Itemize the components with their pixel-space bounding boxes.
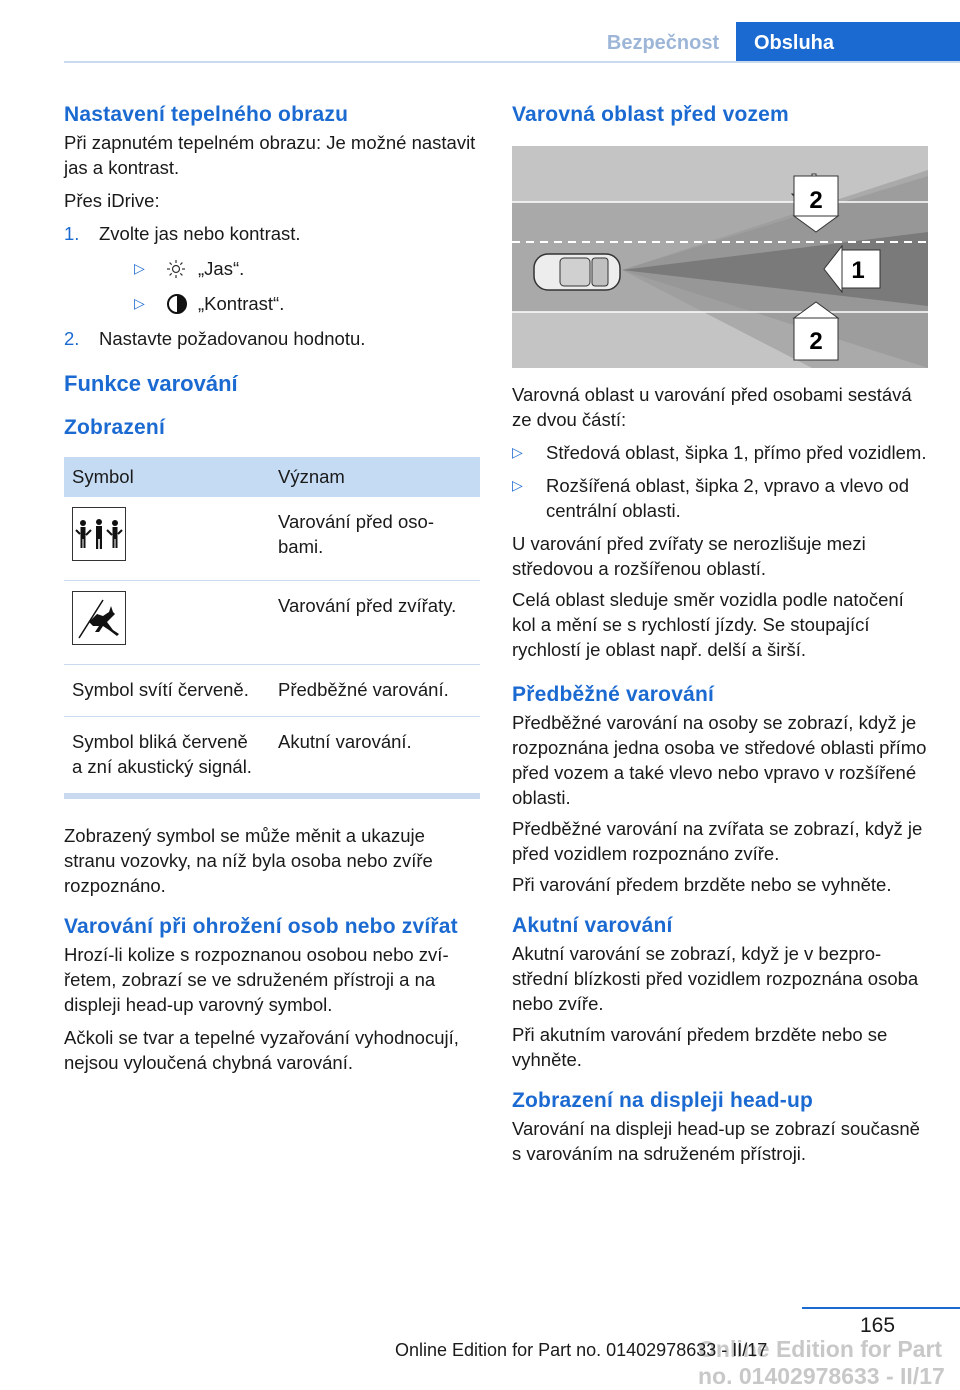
meaning-acute-warning: Akutní varování. (278, 731, 412, 752)
heading-thermal-settings: Nastavení tepelného obrazu (64, 103, 349, 126)
step-number: 2. (64, 328, 80, 349)
persons-warning-icon (72, 507, 126, 561)
animals-area-text: U varování před zvířaty se nerozlišuje mezi středovou a rozšířenou oblastí. (512, 533, 866, 579)
heading-acute-warning: Akutní varování (512, 914, 673, 937)
meaning-pre-warning: Předběžné varování. (270, 665, 480, 717)
steps-list (64, 221, 480, 351)
arrow-label-1: 1 (851, 257, 865, 284)
tab-obsluha[interactable]: Obsluha (736, 22, 960, 63)
triangle-bullet-icon: ▷ (134, 260, 145, 276)
substep-contrast (99, 291, 480, 316)
heading-pre-warning: Předběžné varování (512, 683, 715, 706)
thermal-intro: Při zapnutém tepelném obrazu: Je možné nastavit jas a kontrast. (64, 132, 476, 178)
heading-warning-danger: Varování při ohrožení osob nebo zvířat (64, 915, 458, 938)
footer-rule (802, 1307, 960, 1309)
bullet-central-area: Středová oblast, šipka 1, přímo před vozidlem. (546, 442, 927, 463)
substep-text: „Kontrast“. (198, 293, 285, 314)
pre-warning-animals: Předběžné varování na zvířata se zobrazí, když je před vozidlem rozpoznáno zvíře. (512, 818, 923, 864)
road-diagram-graphic (512, 146, 928, 368)
step-1 (64, 221, 480, 316)
arrow-label-2-top: 2 (809, 187, 823, 214)
meaning-persons: Varování před osobami. (270, 497, 480, 581)
symbol-table (64, 457, 480, 793)
area-bullets (512, 440, 928, 523)
heading-hud: Zobrazení na displeji head-up (512, 1089, 813, 1112)
triangle-bullet-icon: ▷ (512, 444, 523, 460)
contrast-icon (166, 293, 188, 315)
heading-warning-area: Varovná oblast před vozem (512, 103, 789, 126)
list-item (512, 473, 928, 523)
arrow-label-2-bottom: 2 (809, 328, 823, 355)
brightness-icon (166, 259, 186, 279)
table-header-meaning: Význam (270, 457, 480, 497)
warning-area-diagram (512, 146, 928, 368)
triangle-bullet-icon: ▷ (512, 477, 523, 493)
substep-text: „Jas“. (198, 258, 245, 279)
table-header-row (64, 457, 480, 497)
table-row (64, 497, 480, 581)
acute-warning-brake: Při akutním varování předem brzděte nebo se vyhněte. (512, 1024, 888, 1070)
watermark: Online Edition for Part no. 01402978633 - II/17 (698, 1336, 945, 1389)
via-idrive: Přes iDrive: (64, 190, 160, 211)
substep-brightness (99, 256, 480, 281)
meaning-animals: Varování před zvířaty. (270, 581, 480, 665)
table-end-rule (64, 793, 480, 799)
left-column (64, 100, 480, 1075)
page-number: 165 (860, 1314, 896, 1337)
step-2 (64, 326, 480, 351)
tab-bezpecnost[interactable]: Bezpečnost (606, 32, 720, 54)
hud-text: Varování na displeji head-up se zobrazí současně s varováním na sdruženém přístroji. (512, 1118, 920, 1164)
table-header-symbol: Symbol (64, 457, 270, 497)
step-number: 1. (64, 223, 80, 244)
heading-warning-function: Funkce varování (64, 371, 238, 396)
substeps-list (99, 256, 480, 316)
false-warnings-text: Ačkoli se tvar a tepelné vyzařování vyhodnocují, nejsou vyloučená chybná varování. (64, 1027, 459, 1073)
symbol-flashes-red: Symbol bliká červeně a zní akustický signál. (72, 731, 252, 777)
bullet-extended-area: Rozšířená oblast, šipka 2, vpravo a vlevo od centrální oblasti. (546, 475, 909, 521)
step-text: Zvolte jas nebo kontrast. (99, 223, 301, 244)
table-row (64, 581, 480, 665)
table-row (64, 665, 480, 717)
deer-warning-icon (72, 591, 126, 645)
collision-text: Hrozí-li kolize s rozpoznanou osobou nebo zvířetem, zobrazí se ve sdruženém přístroji a na displeji head-up varovný symbol. (64, 944, 449, 1015)
warning-area-intro: Varovná oblast u varování před osobami sestává ze dvou částí: (512, 384, 912, 430)
pre-warning-persons: Předběžné varování na osoby se zobrazí, když je rozpoznána jedna osoba ve středové oblasti přímo před vozem a také vlevo nebo vpravo v rozšířené oblasti. (512, 712, 927, 808)
edition-text: Online Edition for Part no. 01402978633 - II/17 (395, 1340, 768, 1360)
acute-warning-text: Akutní varování se zobrazí, když je v bezprostřední blízkosti před vozidlem rozpoznána osoba nebo zvíře. (512, 943, 919, 1014)
symbol-change-text: Zobrazený symbol se může měnit a ukazuje stranu vozovky, na níž byla osoba nebo zvíře rozpoznáno. (64, 825, 433, 896)
symbol-lit-red: Symbol svítí červeně. (64, 665, 270, 717)
heading-display: Zobrazení (64, 416, 165, 439)
header-divider (64, 61, 960, 63)
step-text: Nastavte požadovanou hodnotu. (99, 328, 366, 349)
area-follow-text: Celá oblast sleduje směr vozidla podle natočení kol a mění se s rychlostí jízdy. Se stoupající rychlostí je oblast např. delší a širší. (512, 589, 904, 660)
table-row (64, 717, 480, 794)
pre-warning-brake: Při varování předem brzděte nebo se vyhněte. (512, 874, 892, 895)
triangle-bullet-icon: ▷ (134, 295, 145, 311)
right-column (512, 100, 928, 1166)
car-icon (534, 254, 620, 290)
list-item (512, 440, 928, 465)
